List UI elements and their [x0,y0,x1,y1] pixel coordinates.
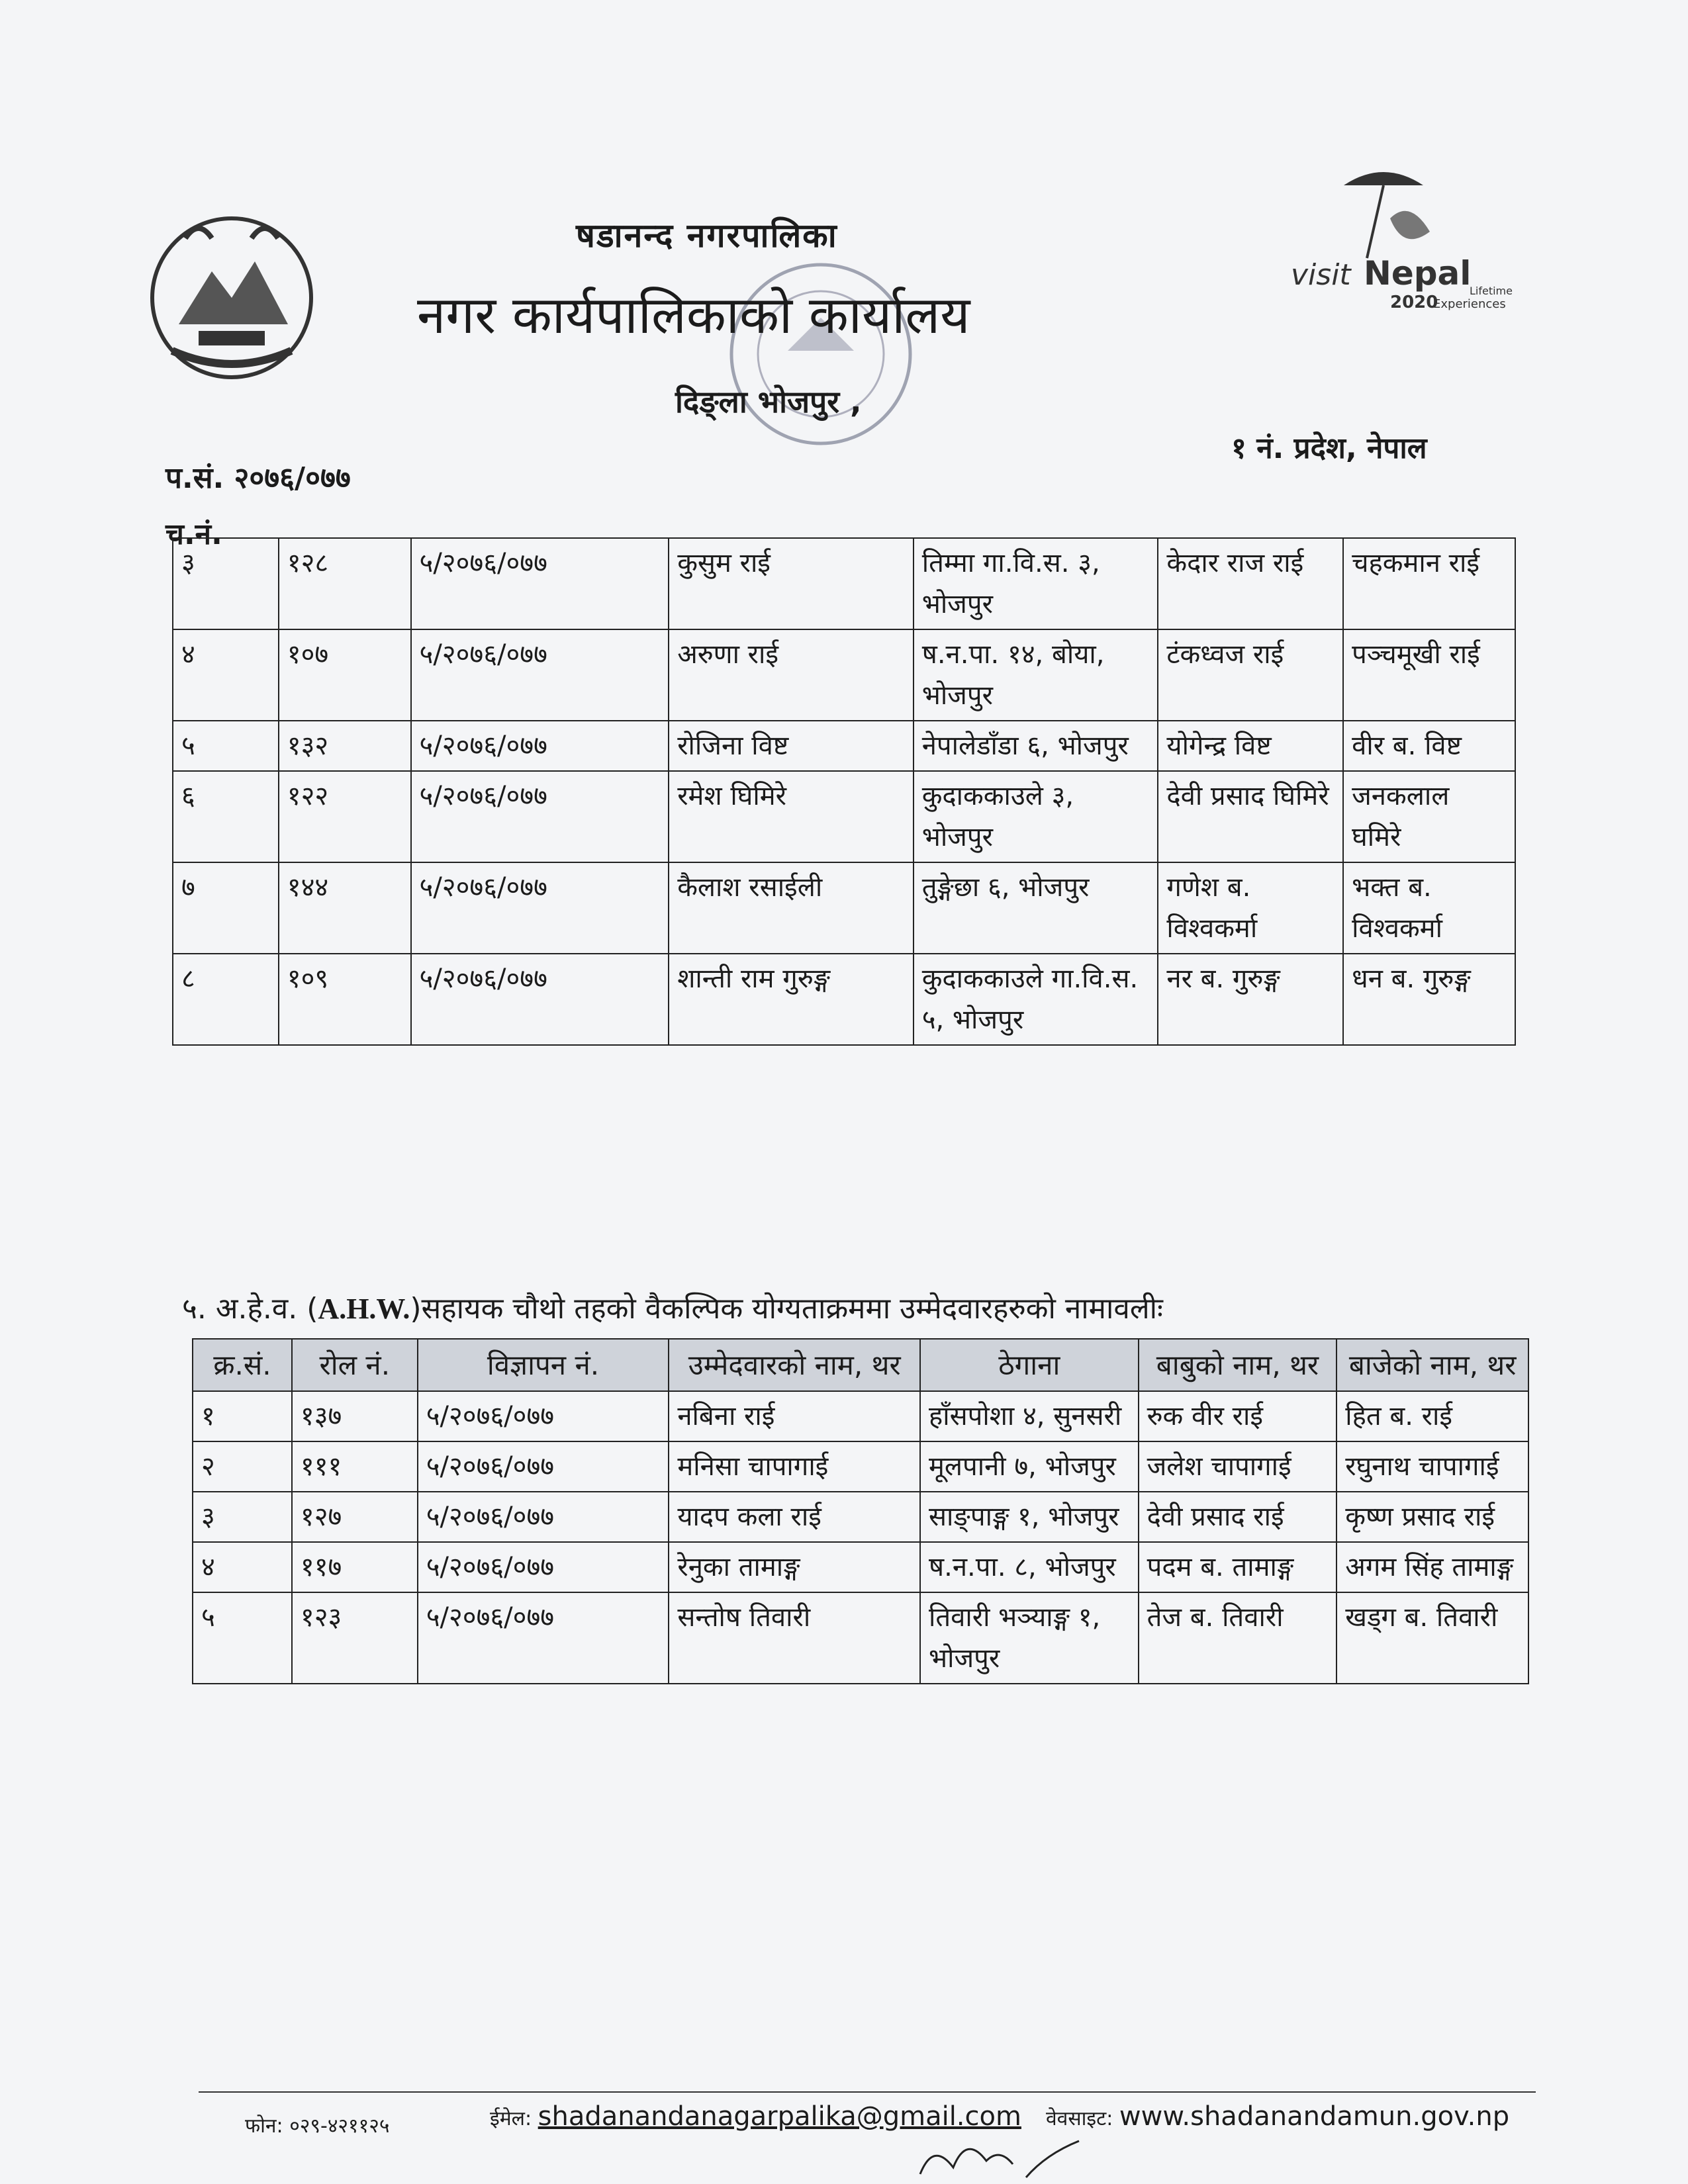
visit-nepal-logo [1291,159,1516,318]
ad-no-cell: ५/२०७६/०७७ [411,771,669,862]
ref-number: प.सं. २०७६/०७७ [165,461,351,495]
father-name-cell: गणेश ब. विश्वकर्मा [1158,862,1343,954]
address-cell: साङ्पाङ्ग १, भोजपुर [920,1492,1139,1542]
website-link[interactable]: www.shadanandamun.gov.np [1119,2101,1510,2132]
grandfather-name-cell: धन ब. गुरुङ्ग [1343,954,1515,1045]
grandfather-name-cell: खड्ग ब. तिवारी [1336,1592,1528,1684]
candidate-name-cell: शान्ती राम गुरुङ्ग [669,954,914,1045]
serial-cell: १ [193,1391,292,1441]
father-name-cell: टंकध्वज राई [1158,629,1343,721]
candidate-name-cell: सन्तोष तिवारी [669,1592,920,1684]
serial-cell: ३ [173,538,279,629]
column-header: विज्ञापन नं. [418,1339,669,1391]
table-header-row [193,1339,1528,1391]
footer-email-label: ईमेल: [490,2107,532,2130]
serial-cell: ६ [173,771,279,862]
serial-cell: २ [193,1441,292,1492]
ad-no-cell: ५/२०७६/०७७ [418,1592,669,1684]
district: दिङ्ला भोजपुर , [675,384,862,420]
roll-no-cell: १३७ [292,1391,418,1441]
table-row [193,1492,1528,1542]
candidate-name-cell: मनिसा चापागाई [669,1441,920,1492]
father-name-cell: पदम ब. तामाङ्ग [1139,1542,1337,1592]
footer-website [1046,2101,1509,2132]
candidate-name-cell: रेनुका तामाङ्ग [669,1542,920,1592]
roll-no-cell: १२३ [292,1592,418,1684]
grandfather-name-cell: भक्त ब. विश्वकर्मा [1343,862,1515,954]
grandfather-name-cell: कृष्ण प्रसाद राई [1336,1492,1528,1542]
column-header: बाजेको नाम, थर [1336,1339,1528,1391]
table-row [173,862,1515,954]
office-name: नगर कार्यपालिकाको कार्यालय [417,286,970,345]
table-row [173,954,1515,1045]
roll-no-cell: ११७ [292,1542,418,1592]
roll-no-cell: १२७ [292,1492,418,1542]
father-name-cell: योगेन्द्र विष्ट [1158,721,1343,771]
ad-no-cell: ५/२०७६/०७७ [418,1492,669,1542]
ad-no-cell: ५/२०७६/०७७ [411,538,669,629]
signature-icon [914,2128,1086,2181]
section-heading [182,1287,1163,1327]
nepal-emblem-icon [132,199,331,397]
roll-no-cell: १११ [292,1441,418,1492]
address-cell: मूलपानी ७, भोजपुर [920,1441,1139,1492]
candidate-table-continued [172,537,1516,1046]
footer-divider [199,2091,1536,2093]
serial-cell: ५ [193,1592,292,1684]
roll-no-cell: १२२ [279,771,411,862]
candidate-name-cell: नबिना राई [669,1391,920,1441]
candidate-name-cell: अरुणा राई [669,629,914,721]
svg-text:Nepal: Nepal [1364,254,1472,293]
address-cell: तिवारी भञ्याङ्ग १, भोजपुर [920,1592,1139,1684]
father-name-cell: रुक वीर राई [1139,1391,1337,1441]
column-header: उम्मेदवारको नाम, थर [669,1339,920,1391]
svg-text:Lifetime: Lifetime [1470,285,1513,297]
father-name-cell: नर ब. गुरुङ्ग [1158,954,1343,1045]
table-row [193,1592,1528,1684]
column-header: रोल नं. [292,1339,418,1391]
ad-no-cell: ५/२०७६/०७७ [411,862,669,954]
address-cell: तुङ्गेछा ६, भोजपुर [914,862,1158,954]
svg-text:Experiences: Experiences [1433,297,1506,311]
serial-cell: ४ [173,629,279,721]
ad-no-cell: ५/२०७६/०७७ [418,1441,669,1492]
father-name-cell: देवी प्रसाद घिमिरे [1158,771,1343,862]
roll-no-cell: १०७ [279,629,411,721]
candidate-name-cell: यादप कला राई [669,1492,920,1542]
grandfather-name-cell: जनकलाल घमिरे [1343,771,1515,862]
serial-cell: ४ [193,1542,292,1592]
section-heading-suffix: )सहायक चौथो तहको वैकल्पिक योग्यताक्रममा उम्मेदवारहरुको नामावलीः [410,1292,1163,1326]
table-row [173,721,1515,771]
column-header: क्र.सं. [193,1339,292,1391]
roll-no-cell: १३२ [279,721,411,771]
table-row [193,1391,1528,1441]
grandfather-name-cell: हित ब. राई [1336,1391,1528,1441]
dispatch-number: च.नं. [165,518,222,551]
grandfather-name-cell: पञ्चमूखी राई [1343,629,1515,721]
grandfather-name-cell: अगम सिंह तामाङ्ग [1336,1542,1528,1592]
grandfather-name-cell: चहकमान राई [1343,538,1515,629]
table-row [193,1441,1528,1492]
footer-phone: फोन: ०२९-४२११२५ [245,2115,390,2138]
father-name-cell: केदार राज राई [1158,538,1343,629]
table-row [193,1542,1528,1592]
serial-cell: ५ [173,721,279,771]
address-cell: नेपालेडाँडा ६, भोजपुर [914,721,1158,771]
footer-web-label: वेवसाइट: [1046,2107,1113,2130]
address-cell: कुदाककाउले गा.वि.स. ५, भोजपुर [914,954,1158,1045]
candidate-name-cell: रोजिना विष्ट [669,721,914,771]
address-cell: कुदाककाउले ३, भोजपुर [914,771,1158,862]
address-cell: ष.न.पा. १४, बोया, भोजपुर [914,629,1158,721]
section-heading-bold: A.H.W. [318,1293,410,1325]
column-header: ठेगाना [920,1339,1139,1391]
email-link[interactable]: shadanandanagarpalika@gmail.com [538,2101,1021,2132]
serial-cell: ३ [193,1492,292,1542]
ahw-candidate-table [192,1338,1529,1684]
ad-no-cell: ५/२०७६/०७७ [418,1391,669,1441]
ad-no-cell: ५/२०७६/०७७ [411,721,669,771]
table-row [173,629,1515,721]
org-name: षडानन्द नगरपालिका [576,216,838,255]
serial-cell: ८ [173,954,279,1045]
father-name-cell: जलेश चापागाई [1139,1441,1337,1492]
ad-no-cell: ५/२०७६/०७७ [411,954,669,1045]
father-name-cell: तेज ब. तिवारी [1139,1592,1337,1684]
address-cell: तिम्मा गा.वि.स. ३, भोजपुर [914,538,1158,629]
roll-no-cell: १२८ [279,538,411,629]
address-cell: हाँसपोशा ४, सुनसरी [920,1391,1139,1441]
candidate-name-cell: रमेश घिमिरे [669,771,914,862]
candidate-name-cell: कैलाश रसाईली [669,862,914,954]
serial-cell: ७ [173,862,279,954]
province: १ नं. प्रदेश, नेपाल [1231,432,1427,465]
ad-no-cell: ५/२०७६/०७७ [418,1542,669,1592]
section-heading-prefix: ५. अ.हे.व. ( [182,1292,318,1326]
ad-no-cell: ५/२०७६/०७७ [411,629,669,721]
candidate-name-cell: कुसुम राई [669,538,914,629]
grandfather-name-cell: वीर ब. विष्ट [1343,721,1515,771]
svg-text:visit: visit [1291,258,1351,292]
table-row [173,771,1515,862]
address-cell: ष.न.पा. ८, भोजपुर [920,1542,1139,1592]
column-header: बाबुको नाम, थर [1139,1339,1337,1391]
father-name-cell: देवी प्रसाद राई [1139,1492,1337,1542]
table-row [173,538,1515,629]
svg-text:2020: 2020 [1390,293,1438,312]
roll-no-cell: १४४ [279,862,411,954]
roll-no-cell: १०९ [279,954,411,1045]
grandfather-name-cell: रघुनाथ चापागाई [1336,1441,1528,1492]
